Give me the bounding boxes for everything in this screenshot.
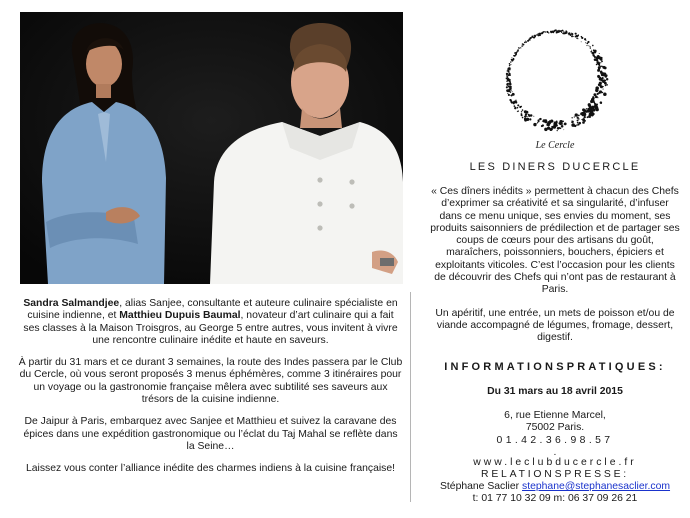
chef-name-matthieu: Matthieu Dupuis Baumal — [119, 310, 241, 322]
venue-phone: 01.42.36.98.57 — [496, 434, 614, 446]
address-city: 75002 Paris. — [525, 422, 585, 434]
route-paragraph: À partir du 31 mars et ce durant 3 semaines, la route des Indes passera par le Club du Cercle, où vous seront proposés 3 menus éphémères, comme 3 itinéraires pour un voyage ou la gastronomie française mêlera avec subtilité ses saveurs aux trésors de la cuisine indienne. — [18, 357, 403, 406]
menu-paragraph: Un apéritif, une entrée, un mets de poisson et/ou de viande accompagné de légumes, fromage, dessert, digestif. — [435, 307, 675, 344]
address-block — [430, 410, 680, 459]
contact-phones: t: 01 77 10 32 09 m: 06 37 09 26 21 — [472, 493, 638, 504]
chef-name-sanjee: Sandra Salmandjee — [23, 298, 120, 309]
press-relations-title: RELATIONSPRESSE: — [481, 469, 629, 480]
contact-name: Stéphane Saclier — [439, 481, 520, 492]
intro-text-1: , alias Sanjee, consultante et auteure culinaire spécialiste en cuisine indienne, et — [27, 298, 398, 322]
description-paragraph: « Ces dîners inédits » permettent à chacun des Chefs d’exprimer sa créativité et sa singularité, d’infuser dans ce menu unique, ses envies du moment, ses produits saisonniers de prédilection et de partager ses coups de cœurs pour des artisans du goût, maraîchers, poissonniers, bouchers, épiciers et exploitants viticoles. C’est l’occasion pour les clients de découvrir des Chefs qui n’ont pas de restaurant à Paris. — [430, 186, 680, 296]
le-cercle-logo — [490, 18, 620, 138]
intro-paragraph — [18, 298, 403, 347]
website-link[interactable]: www.leclubducercle.fr — [473, 457, 637, 468]
address-street: 6, rue Etienne Marcel, — [504, 410, 606, 421]
logo-name: Le Cercle — [535, 140, 575, 151]
press-contact — [430, 481, 680, 493]
chefs-photo-illustration — [20, 12, 403, 284]
column-divider — [410, 292, 411, 502]
closing-paragraph: Laissez vous conter l’alliance inédite des charmes indiens à la cuisine française! — [25, 463, 396, 475]
diners-title: LES DINERS DUCERCLE — [469, 161, 641, 173]
event-dates: Du 31 mars au 18 avril 2015 — [487, 386, 623, 397]
description — [430, 186, 680, 356]
info-title: INFORMATIONSPRATIQUES: — [444, 361, 666, 373]
cercle-ring-icon — [490, 18, 620, 138]
contact-email-link[interactable]: stephane@stephanesaclier.com — [522, 481, 671, 492]
jaipur-paragraph: De Jaipur à Paris, embarquez avec Sanjee et Matthieu et suivez la caravane des épices dans une expédition gastronomique ou l’éclat du Taj Mahal se reflète dans la Seine… — [23, 416, 398, 452]
intro-section — [18, 298, 403, 486]
separator-dot: . — [553, 446, 557, 458]
intro-text-2: , novateur d’art culinaire qui a fait ses classes à la Maison Troisgros, au George 5 entre autres, vous invitent à vivre une rencontre culinaire inédite et haute en saveurs. — [23, 310, 398, 346]
chefs-photo — [20, 12, 403, 284]
